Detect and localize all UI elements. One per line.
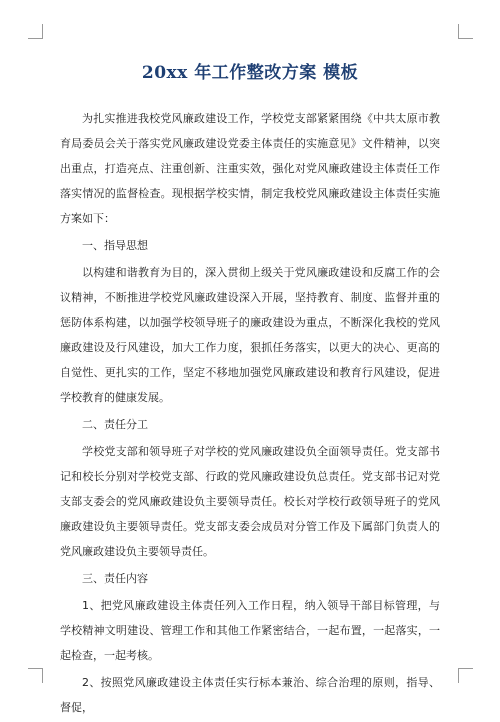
responsibility-division-paragraph: 学校党支部和领导班子对学校的党风廉政建设负全面领导责任。党支部书记和校长分别对学校党支部、行政的党风廉政建设负总责任。党支部书记对党支部支委会的党风廉政建设负主要领导责任。校长对学校行政领导班子的党风廉政建设负主要领导责任。党支部支委会成员对分管工作及下属部门负责人的党风廉政建设负主要领导责任。 [60, 445, 440, 558]
section-heading-guiding-ideology: 一、指导思想 [82, 239, 148, 252]
crop-mark-bottom-right [458, 668, 473, 683]
intro-paragraph: 为扎实推进我校党风廉政建设工作，学校党支部紧紧围绕《中共太原市教育局委员会关于落实党风廉政建设党委主体责任的实施意见》文件精神，以突出重点，打造亮点、注重创新、注重实效，强化对党风廉政建设主体责任工作落实情况的监督检查。现根据学校实情，制定我校党风廉政建设主体责任实施方案如下： [60, 112, 440, 225]
responsibility-item-2: 2、按照党风廉政建设主体责任实行标本兼治、综合治理的原则，指导、督促， [60, 676, 440, 714]
responsibility-item-1: 1、把党风廉政建设主体责任列入工作日程，纳入领导干部目标管理，与学校精神文明建设、管理工作和其他工作紧密结合，一起布置，一起落实，一起检查，一起考核。 [60, 599, 440, 662]
document-body [60, 106, 440, 722]
guiding-ideology-paragraph: 以构建和谐教育为目的，深入贯彻上级关于党风廉政建设和反腐工作的会议精神，不断推进学校党风廉政建设深入开展，坚持教育、制度、监督并重的惩防体系构建，以加强学校领导班子的廉政建设为重点，不断深化我校的党风廉政建设及行风建设，加大工作力度，狠抓任务落实，以更大的决心、更高的自觉性、更扎实的工作，坚定不移地加强党风廉政建设和教育行风建设，促进学校教育的健康发展。 [60, 266, 440, 404]
document-title: 20xx 年工作整改方案 模板 [141, 63, 359, 83]
crop-mark-top-right [458, 24, 473, 39]
section-heading-responsibility-division: 二、责任分工 [82, 418, 148, 431]
section-heading-responsibility-content: 三、责任内容 [82, 572, 148, 585]
crop-mark-top-left [28, 24, 43, 39]
crop-mark-bottom-left [28, 668, 43, 683]
